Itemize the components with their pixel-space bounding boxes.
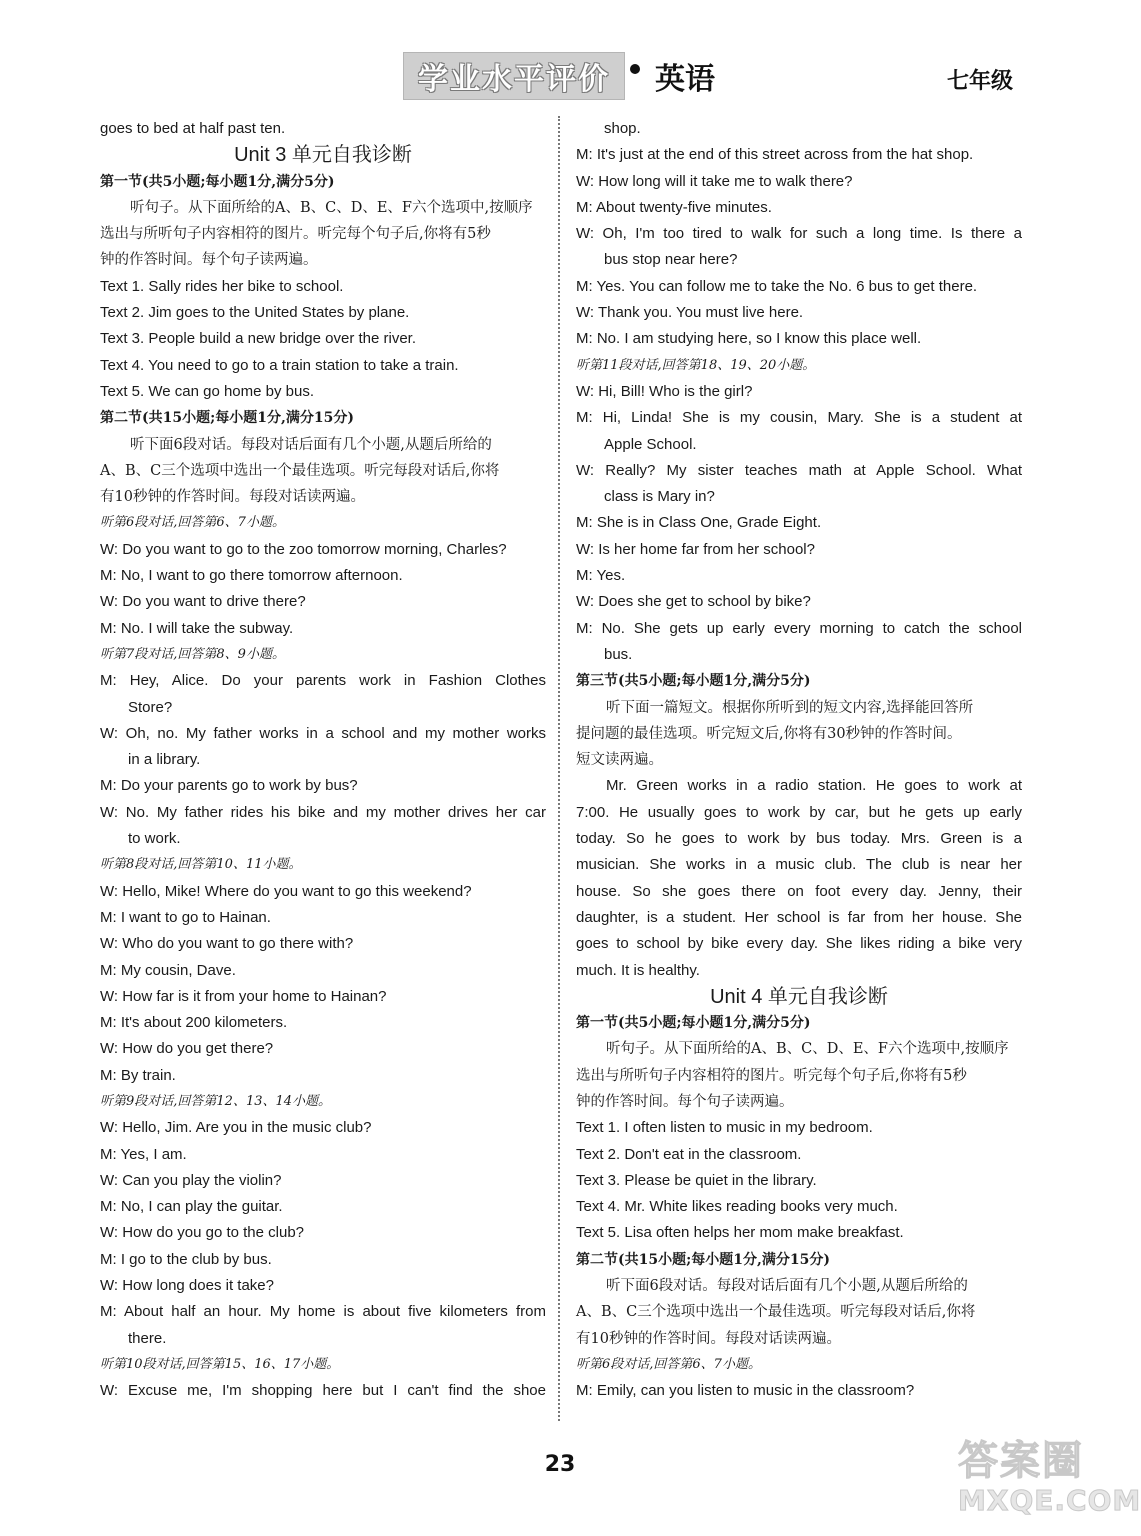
text-line: W: Oh, no. My father works in a school and my mother works <box>100 724 546 742</box>
text-line: much. It is healthy. <box>576 961 700 979</box>
text-line: W: Really? My sister teaches math at Apple School. What <box>576 461 1022 479</box>
text-line: W: Can you play the violin? <box>100 1171 282 1189</box>
text-line: M: No. I am studying here, so I know this place well. <box>576 330 922 348</box>
continuation-line: goes to bed at half past ten. <box>100 120 286 137</box>
text-line: M: She is in Class One, Grade Eight. <box>576 514 822 532</box>
text-line: W: Hello, Mike! Where do you want to go this weekend? <box>100 882 472 900</box>
unit-heading: Unit 4 单元自我诊断 <box>710 985 888 1008</box>
paragraph-line: Mr. Green works in a radio station. He goes to work at <box>606 777 1022 795</box>
text-line: Text 4. You need to go to a train station to take a train. <box>100 356 459 374</box>
text-line: Text 4. Mr. White likes reading books very much. <box>576 1198 898 1216</box>
text-line: W: Excuse me, I'm shopping here but I can't find the shoe <box>100 1382 546 1400</box>
dialogue-cue: 听第7段对话,回答第8、9小题。 <box>100 646 285 662</box>
series-title: 学业水平评价 <box>418 62 610 97</box>
left-column <box>100 116 546 1405</box>
dialogue-cue: 听第6段对话,回答第6、7小题。 <box>576 1356 761 1372</box>
right-column <box>576 116 1022 1405</box>
text-line: M: Emily, can you listen to music in the classroom? <box>576 1382 915 1400</box>
text-line: W: How long will it take me to walk there? <box>576 172 853 190</box>
column-divider <box>558 116 560 1421</box>
text-line: W: How do you get there? <box>100 1040 274 1058</box>
watermark-top-text: 答案圈 <box>958 1438 1084 1484</box>
watermark-logo <box>958 1438 1141 1528</box>
continuation-line: class is Mary in? <box>604 488 715 506</box>
instruction-line: 听下面6段对话。每段对话后面有几个小题,从题后所给的 <box>130 436 492 453</box>
continuation-line: Apple School. <box>604 435 697 453</box>
dialogue-cue: 听第8段对话,回答第10、11小题。 <box>100 857 302 873</box>
text-line: M: I go to the club by bus. <box>100 1250 272 1268</box>
text-line: musician. She works in a music club. The club is near her <box>576 856 1022 874</box>
series-title-banner <box>403 52 625 100</box>
continuation-line: shop. <box>604 120 641 137</box>
text-line: M: About twenty-five minutes. <box>576 198 772 216</box>
text-line: M: No, I can play the guitar. <box>100 1198 283 1216</box>
dialogue-cue: 听第11段对话,回答第18、19、20小题。 <box>576 357 816 373</box>
section-heading: 第一节(共5小题;每小题1分,满分5分) <box>576 1015 811 1032</box>
text-line: house. So she goes there on foot every day. Jenny, their <box>576 882 1022 900</box>
continuation-line: bus stop near here? <box>604 251 738 269</box>
text-line: W: Do you want to drive there? <box>100 593 306 611</box>
instruction-line: 钟的作答时间。每个句子读两遍。 <box>576 1093 794 1110</box>
text-line: W: No. My father rides his bike and my mother drives her car <box>100 803 546 821</box>
text-line: W: Hi, Bill! Who is the girl? <box>576 382 753 400</box>
text-line: W: Do you want to go to the zoo tomorrow morning, Charles? <box>100 540 507 558</box>
text-line: Text 2. Jim goes to the United States by plane. <box>100 304 410 322</box>
text-line: M: Hey, Alice. Do your parents work in Fashion Clothes <box>100 672 546 690</box>
watermark-bottom-text: MXQE.COM <box>958 1484 1141 1517</box>
text-line: W: Is her home far from her school? <box>576 540 815 558</box>
instruction-line: 听句子。从下面所给的A、B、C、D、E、F六个选项中,按顺序 <box>130 199 533 216</box>
text-line: Text 1. I often listen to music in my bedroom. <box>576 1119 873 1137</box>
instruction-line: 听下面6段对话。每段对话后面有几个小题,从题后所给的 <box>606 1278 968 1295</box>
section-heading: 第三节(共5小题;每小题1分,满分5分) <box>576 673 811 690</box>
instruction-line: 有10秒钟的作答时间。每段对话读两遍。 <box>576 1330 841 1347</box>
instruction-line: 选出与所听句子内容相符的图片。听完每个句子后,你将有5秒 <box>576 1067 967 1084</box>
text-line: W: Thank you. You must live here. <box>576 304 804 322</box>
section-heading: 第一节(共5小题;每小题1分,满分5分) <box>100 173 335 190</box>
unit-heading: Unit 3 单元自我诊断 <box>234 144 412 167</box>
continuation-line: Store? <box>128 698 173 716</box>
subject-title: 英语 <box>655 62 715 97</box>
text-line: M: I want to go to Hainan. <box>100 908 271 926</box>
text-line: M: Yes. <box>576 567 626 585</box>
text-line: M: It's just at the end of this street across from the hat shop. <box>576 146 974 164</box>
text-line: M: No, I want to go there tomorrow afternoon. <box>100 567 403 585</box>
text-line: M: My cousin, Dave. <box>100 961 236 979</box>
instruction-line: 提问题的最佳选项。听完短文后,你将有30秒钟的作答时间。 <box>576 725 962 742</box>
header-separator-dot <box>630 64 640 74</box>
continuation-line: bus. <box>604 645 633 663</box>
instruction-line: 短文读两遍。 <box>576 752 663 769</box>
section-heading: 第二节(共15小题;每小题1分,满分15分) <box>576 1251 830 1268</box>
text-line: M: It's about 200 kilometers. <box>100 1014 288 1032</box>
text-line: W: How long does it take? <box>100 1277 274 1295</box>
dialogue-cue: 听第6段对话,回答第6、7小题。 <box>100 515 285 531</box>
page-number: 23 <box>544 1452 576 1477</box>
instruction-line: 钟的作答时间。每个句子读两遍。 <box>100 252 318 269</box>
text-line: M: No. I will take the subway. <box>100 619 294 637</box>
text-line: Text 3. Please be quiet in the library. <box>576 1171 817 1189</box>
text-line: M: Do your parents go to work by bus? <box>100 777 358 795</box>
text-line: Text 3. People build a new bridge over the river. <box>100 330 417 348</box>
text-line: W: Hello, Jim. Are you in the music club? <box>100 1119 372 1137</box>
text-line: W: How do you go to the club? <box>100 1224 305 1242</box>
continuation-line: in a library. <box>128 751 201 769</box>
text-line: daughter, is a student. Her school is far from her house. She <box>576 908 1022 926</box>
instruction-line: 选出与所听句子内容相符的图片。听完每个句子后,你将有5秒 <box>100 226 491 243</box>
text-line: M: No. She gets up early every morning to catch the school <box>576 619 1022 637</box>
text-line: M: By train. <box>100 1066 176 1084</box>
text-line: Text 5. We can go home by bus. <box>100 382 315 400</box>
continuation-line: to work. <box>128 830 181 848</box>
instruction-line: 有10秒钟的作答时间。每段对话读两遍。 <box>100 489 365 506</box>
text-line: W: Oh, I'm too tired to walk for such a long time. Is there a <box>576 225 1022 243</box>
instruction-line: A、B、C三个选项中选出一个最佳选项。听完每段对话后,你将 <box>576 1304 976 1321</box>
text-line: M: About half an hour. My home is about five kilometers from <box>100 1303 546 1321</box>
instruction-line: 听下面一篇短文。根据你所听到的短文内容,选择能回答所 <box>606 699 974 716</box>
text-line: M: Hi, Linda! She is my cousin, Mary. She is a student at <box>576 409 1022 427</box>
text-line: W: Does she get to school by bike? <box>576 593 811 611</box>
grade-label: 七年级 <box>947 68 1014 94</box>
dialogue-cue: 听第10段对话,回答第15、16、17小题。 <box>100 1356 340 1372</box>
text-line: goes to school by bike every day. She likes riding a bike very <box>576 935 1022 953</box>
text-line: W: How far is it from your home to Hainan? <box>100 987 387 1005</box>
section-heading: 第二节(共15小题;每小题1分,满分15分) <box>100 410 354 427</box>
text-line: Text 5. Lisa often helps her mom make breakfast. <box>576 1224 904 1242</box>
text-line: Text 1. Sally rides her bike to school. <box>100 277 344 295</box>
continuation-line: there. <box>128 1329 167 1347</box>
text-line: Text 2. Don't eat in the classroom. <box>576 1145 802 1163</box>
instruction-line: A、B、C三个选项中选出一个最佳选项。听完每段对话后,你将 <box>100 462 500 479</box>
text-line: M: Yes. You can follow me to take the No. 6 bus to get there. <box>576 277 978 295</box>
instruction-line: 听句子。从下面所给的A、B、C、D、E、F六个选项中,按顺序 <box>606 1041 1009 1058</box>
text-line: 7:00. He usually goes to work by car, but he gets up early <box>576 803 1022 821</box>
dialogue-cue: 听第9段对话,回答第12、13、14小题。 <box>100 1093 332 1109</box>
text-line: today. So he goes to work by bus today. Mrs. Green is a <box>576 830 1022 848</box>
text-line: W: Who do you want to go there with? <box>100 935 354 953</box>
text-line: M: Yes, I am. <box>100 1145 187 1163</box>
